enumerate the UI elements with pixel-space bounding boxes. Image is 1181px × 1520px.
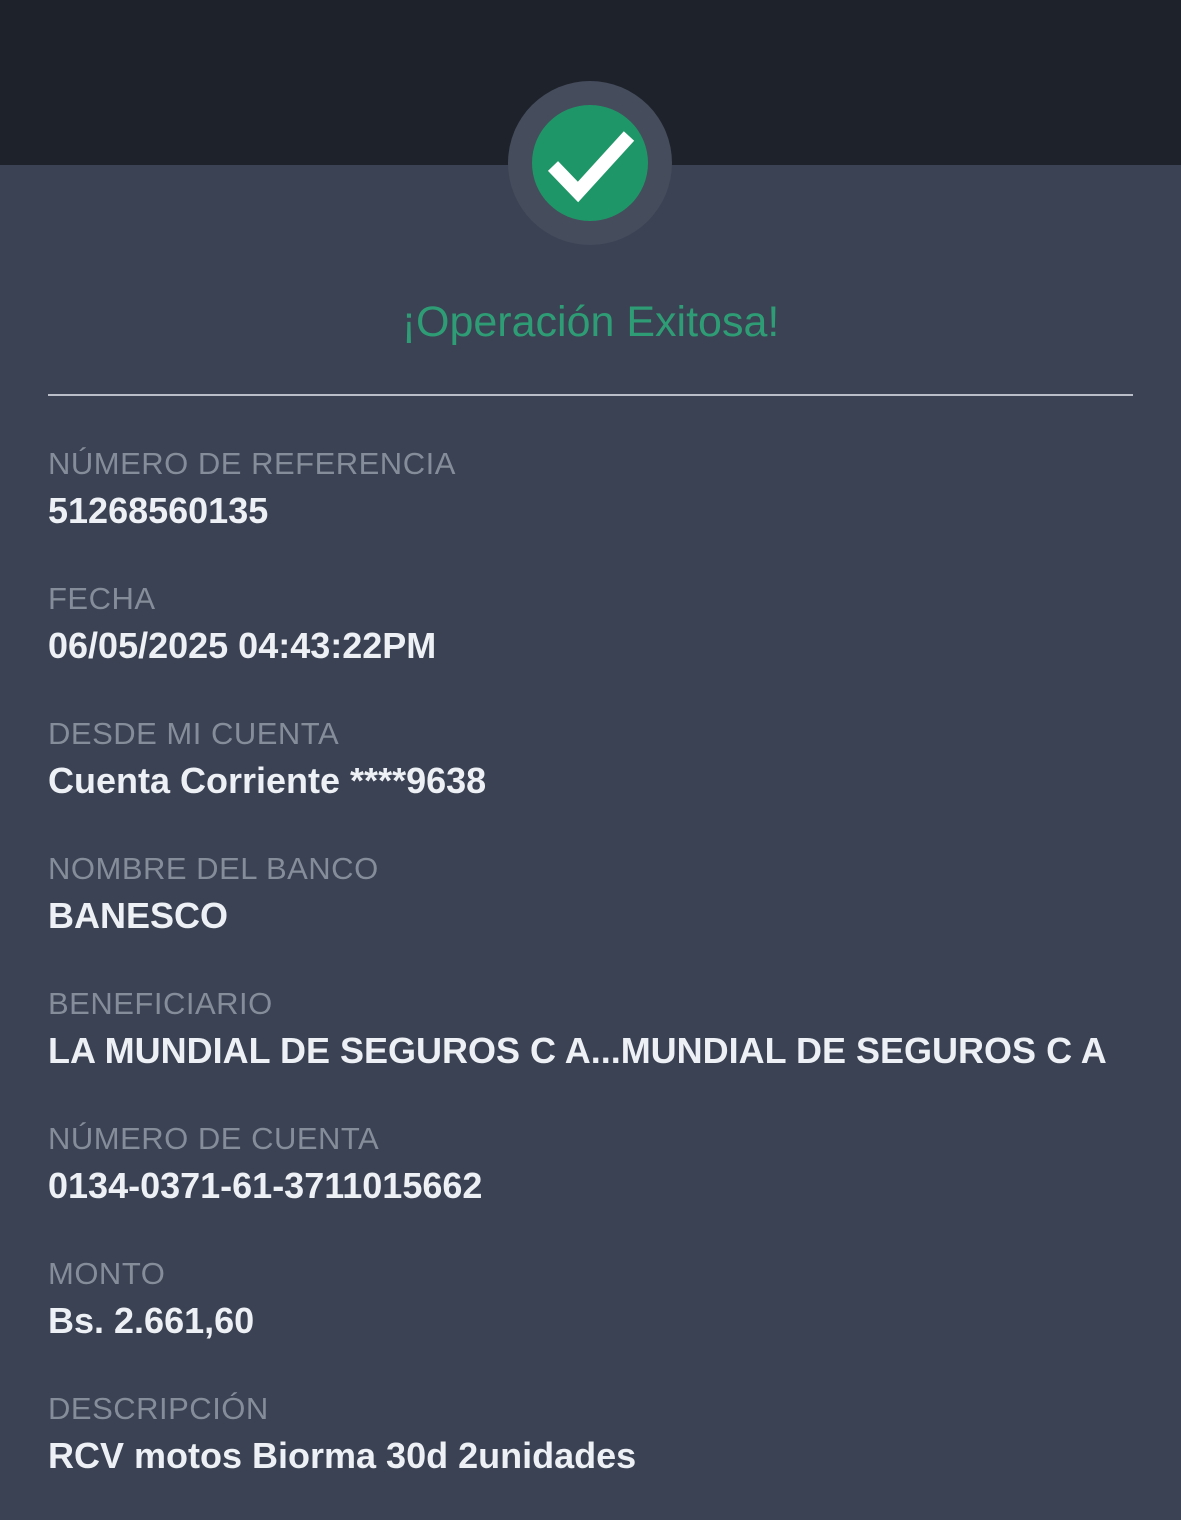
field-monto bbox=[48, 1258, 1133, 1343]
field-desde-mi-cuenta bbox=[48, 718, 1133, 803]
success-title: ¡Operación Exitosa! bbox=[401, 298, 780, 346]
field-fecha bbox=[48, 583, 1133, 668]
field-numero-de-cuenta bbox=[48, 1123, 1133, 1208]
receipt-fields bbox=[48, 448, 1133, 1520]
beneficiary-value: LA MUNDIAL DE SEGUROS C A...MUNDIAL DE SEGUROS C A bbox=[48, 1030, 1107, 1071]
divider-line bbox=[48, 394, 1133, 396]
bank-name-label: NOMBRE DEL BANCO bbox=[48, 851, 379, 886]
description-value: RCV motos Biorma 30d 2unidades bbox=[48, 1435, 637, 1476]
date-label: FECHA bbox=[48, 581, 156, 616]
description-label: DESCRIPCIÓN bbox=[48, 1391, 269, 1426]
check-icon bbox=[532, 105, 648, 221]
success-badge-circle bbox=[532, 105, 648, 221]
success-badge bbox=[508, 81, 672, 245]
source-account-value: Cuenta Corriente ****9638 bbox=[48, 760, 487, 801]
source-account-label: DESDE MI CUENTA bbox=[48, 716, 340, 751]
field-descripcion bbox=[48, 1393, 1133, 1478]
date-value: 06/05/2025 04:43:22PM bbox=[48, 625, 437, 666]
amount-value: Bs. 2.661,60 bbox=[48, 1300, 255, 1341]
beneficiary-label: BENEFICIARIO bbox=[48, 986, 273, 1021]
reference-number-label: NÚMERO DE REFERENCIA bbox=[48, 446, 456, 481]
field-nombre-del-banco bbox=[48, 853, 1133, 938]
account-number-label: NÚMERO DE CUENTA bbox=[48, 1121, 380, 1156]
field-numero-de-referencia bbox=[48, 448, 1133, 533]
field-beneficiario bbox=[48, 988, 1133, 1073]
bank-name-value: BANESCO bbox=[48, 895, 229, 936]
reference-number-value: 51268560135 bbox=[48, 490, 269, 531]
account-number-value: 0134-0371-61-3711015662 bbox=[48, 1165, 483, 1206]
amount-label: MONTO bbox=[48, 1256, 166, 1291]
